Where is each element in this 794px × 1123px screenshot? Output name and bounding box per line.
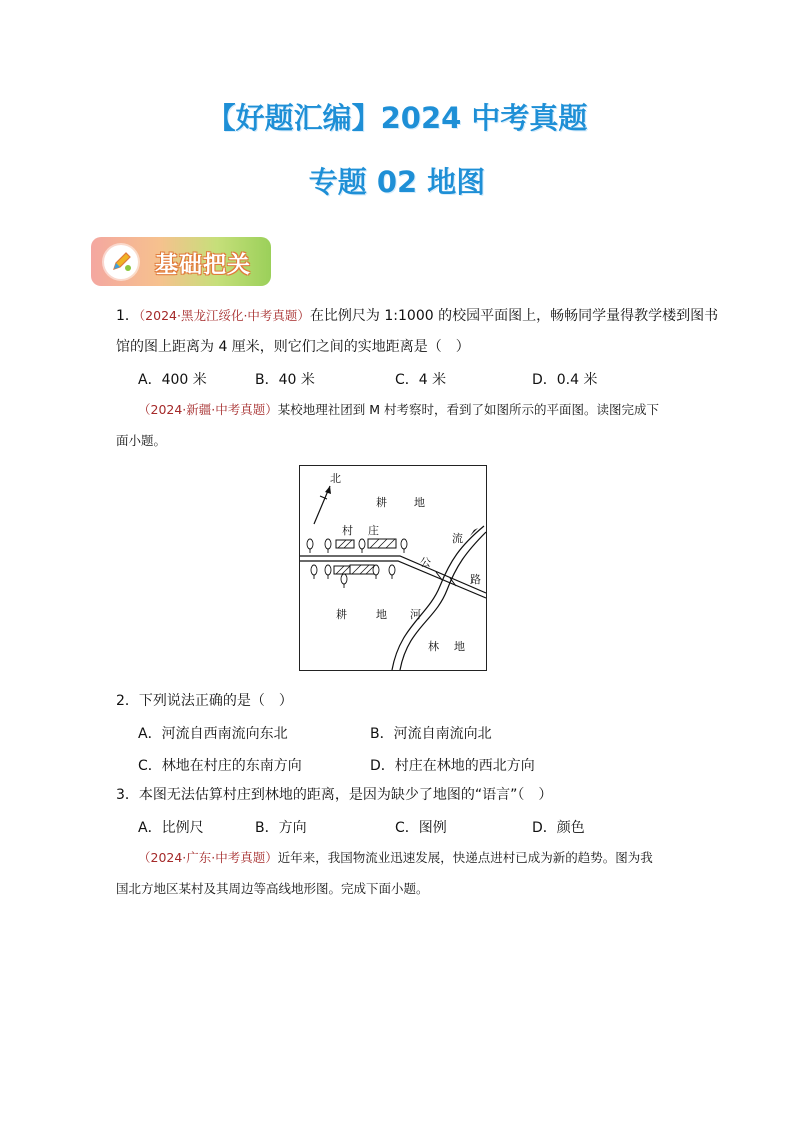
intro-2-source: （2024·广东·中考真题）: [138, 850, 278, 865]
map-label-7: 路: [470, 573, 481, 586]
intro-1-text-a: 某校地理社团到 M 村考察时，看到了如图所示的平面图。读图完成下: [277, 402, 659, 417]
q1-option-d: D．0.4 米: [532, 372, 598, 388]
map-label-5: 流: [452, 532, 463, 545]
question-3-stem: 3．本图无法估算村庄到林地的距离，是因为缺少了地图的“语言”（ ）: [116, 787, 553, 803]
question-1-source: （2024·黑龙江绥化·中考真题）: [138, 308, 310, 323]
q3-option-a: A．比例尺: [138, 820, 204, 836]
map-label-12: 地: [454, 640, 465, 653]
q1-option-b: B．40 米: [255, 372, 315, 388]
q2-option-a: A．河流自西南流向东北: [138, 726, 288, 742]
q2-option-c: C．林地在村庄的东南方向: [138, 758, 302, 774]
map-north-label: 北: [330, 472, 341, 485]
pencil-icon: [104, 245, 138, 279]
section-label: 基础把关: [155, 252, 251, 278]
intro-2-text-a: 近年来，我国物流业迅速发展，快递点进村已成为新的趋势。图为我: [277, 850, 653, 865]
page-title: 【好题汇编】2024 中考真题: [206, 101, 588, 135]
q2-option-d: D．村庄在林地的西北方向: [370, 758, 535, 774]
map-label-1: 耕: [376, 496, 387, 509]
q3-option-c: C．图例: [395, 820, 447, 836]
question-2-stem: 2．下列说法正确的是（ ）: [116, 693, 293, 709]
question-1-line2: 馆的图上距离为 4 厘米，则它们之间的实地距离是（ ）: [116, 339, 470, 355]
question-1-text-a: 在比例尺为 1:1000 的校园平面图上，畅畅同学量得教学楼到图书: [309, 308, 719, 324]
map-label-8: 耕: [336, 608, 347, 621]
map-label-3: 村: [342, 524, 353, 537]
map-label-11: 林: [428, 640, 439, 653]
intro-1-line2: 面小题。: [116, 433, 167, 448]
map-label-10: 河: [410, 608, 421, 621]
page-subtitle: 专题 02 地图: [308, 165, 486, 199]
village-map: [299, 465, 487, 671]
question-1-number: 1．: [116, 308, 139, 324]
q2-option-b: B．河流自南流向北: [370, 726, 492, 742]
map-label-9: 地: [376, 608, 387, 621]
section-badge: [91, 237, 271, 286]
intro-2-line1: [138, 849, 653, 867]
map-label-2: 地: [414, 496, 425, 509]
q3-option-b: B．方向: [255, 820, 307, 836]
map-label-4: 庄: [368, 524, 379, 537]
question-1-line1: [116, 307, 718, 325]
map-label-6: 公: [420, 556, 431, 569]
q3-option-d: D．颜色: [532, 820, 585, 836]
q1-option-c: C．4 米: [395, 372, 447, 388]
q1-option-a: A．400 米: [138, 372, 207, 388]
intro-1-source: （2024·新疆·中考真题）: [138, 402, 278, 417]
intro-2-line2: 国北方地区某村及其周边等高线地形图。完成下面小题。: [116, 881, 429, 896]
intro-1-line1: [138, 401, 659, 419]
